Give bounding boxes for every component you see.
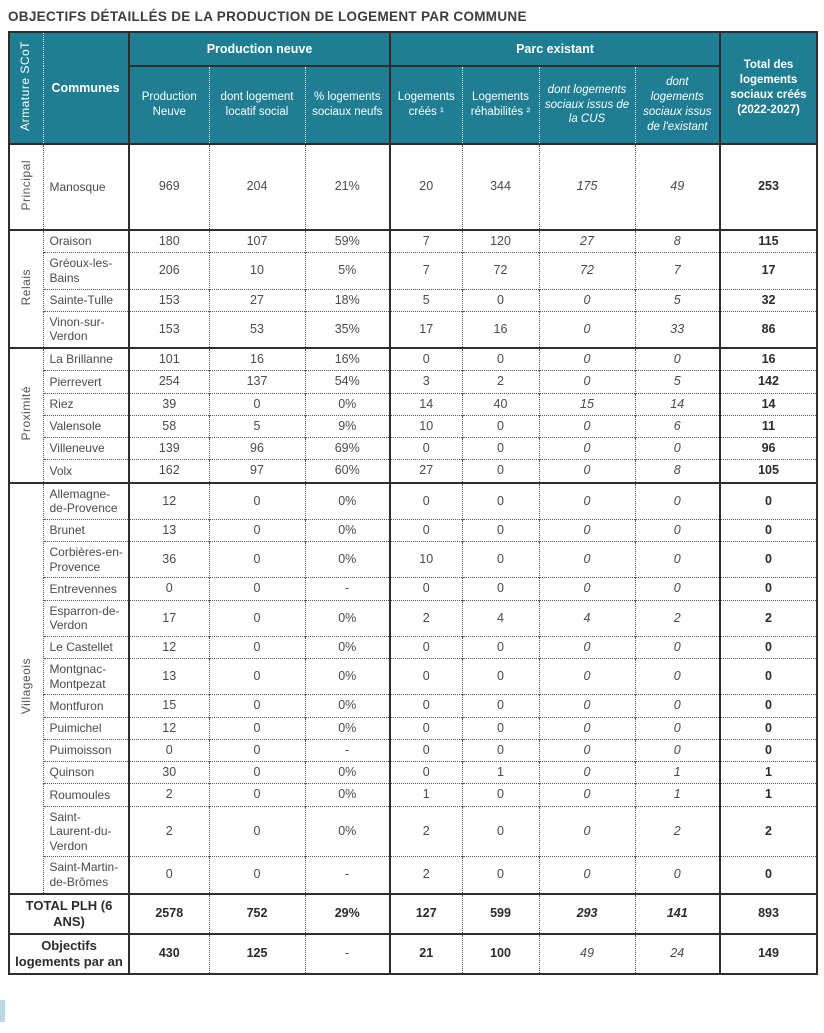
footer-cell-value: 2578	[129, 894, 209, 934]
cell-value: 7	[390, 253, 462, 289]
commune-name: Riez	[43, 393, 129, 415]
table-row	[9, 415, 817, 437]
cell-value: 0%	[305, 784, 390, 806]
cell-value: 204	[209, 144, 305, 230]
commune-name: Oraison	[43, 230, 129, 253]
left-edge-mark	[0, 1000, 5, 1022]
table-row	[9, 230, 817, 253]
table-row	[9, 348, 817, 371]
cell-value: -	[305, 857, 390, 894]
cell-value: 0	[635, 438, 720, 460]
cell-value: 27	[209, 289, 305, 311]
cell-value: 0	[539, 348, 635, 371]
cell-value: 139	[129, 438, 209, 460]
cell-value: 1	[720, 762, 817, 784]
table-row	[9, 483, 817, 520]
cell-value: 16	[209, 348, 305, 371]
cell-value: 0	[462, 289, 539, 311]
cell-value: 0	[390, 483, 462, 520]
cell-value: 8	[635, 460, 720, 483]
footer-row-label: TOTAL PLH (6 ANS)	[9, 894, 129, 934]
commune-name: Esparron-de-Verdon	[43, 600, 129, 636]
cell-value: 0	[539, 717, 635, 739]
cell-value: 14	[720, 393, 817, 415]
cell-value: 13	[129, 519, 209, 541]
cell-value: 0%	[305, 695, 390, 717]
cell-value: 2	[462, 371, 539, 393]
cell-value: 0	[635, 578, 720, 600]
cell-value: 0	[390, 636, 462, 658]
cell-value: 0%	[305, 600, 390, 636]
cell-value: 10	[209, 253, 305, 289]
cell-value: 101	[129, 348, 209, 371]
cell-value: 72	[539, 253, 635, 289]
table-row	[9, 717, 817, 739]
commune-name: Pierrevert	[43, 371, 129, 393]
footer-cell-value: 149	[720, 934, 817, 974]
cell-value: 5	[635, 289, 720, 311]
cell-value: 0	[720, 636, 817, 658]
cell-value: 60%	[305, 460, 390, 483]
cell-value: 0	[720, 659, 817, 695]
cell-value: 35%	[305, 311, 390, 348]
table-row	[9, 253, 817, 289]
cell-value: 2	[390, 600, 462, 636]
armature-scot-header	[9, 32, 43, 144]
cell-value: 0	[635, 542, 720, 578]
cell-value: 0	[635, 636, 720, 658]
table-row	[9, 857, 817, 894]
footer-cell-value: 599	[462, 894, 539, 934]
cell-value: 0	[720, 483, 817, 520]
table-row	[9, 784, 817, 806]
table-row	[9, 371, 817, 393]
commune-name: Entrevennes	[43, 578, 129, 600]
armature-group-label: Proximité	[18, 385, 33, 441]
cell-value: 5	[390, 289, 462, 311]
cell-value: 16	[720, 348, 817, 371]
armature-group-label: Villageois	[18, 657, 33, 715]
cell-value: 0	[539, 695, 635, 717]
cell-value: 0	[462, 348, 539, 371]
cell-value: 1	[635, 762, 720, 784]
cell-value: 2	[390, 806, 462, 857]
col-header-logements-rehabilites: Logements réhabilités ²	[462, 66, 539, 144]
armature-scot-header-text: Armature SCoT	[18, 40, 33, 131]
cell-value: 21%	[305, 144, 390, 230]
footer-cell-value: 752	[209, 894, 305, 934]
cell-value: 0	[539, 659, 635, 695]
cell-value: 97	[209, 460, 305, 483]
cell-value: 0	[462, 739, 539, 761]
table-header	[9, 32, 817, 144]
cell-value: 13	[129, 659, 209, 695]
cell-value: 153	[129, 311, 209, 348]
cell-value: 0	[209, 659, 305, 695]
cell-value: 0	[390, 762, 462, 784]
cell-value: 27	[539, 230, 635, 253]
cell-value: 0	[539, 762, 635, 784]
footer-cell-value: 293	[539, 894, 635, 934]
cell-value: 0	[635, 348, 720, 371]
cell-value: 0%	[305, 519, 390, 541]
table-row	[9, 659, 817, 695]
cell-value: 105	[720, 460, 817, 483]
cell-value: 2	[390, 857, 462, 894]
cell-value: 0	[390, 519, 462, 541]
cell-value: 0%	[305, 542, 390, 578]
cell-value: 1	[390, 784, 462, 806]
cell-value: 12	[129, 483, 209, 520]
cell-value: 120	[462, 230, 539, 253]
cell-value: 0	[209, 857, 305, 894]
objectifs-logement-table	[8, 31, 818, 975]
header-sub-row	[9, 66, 817, 144]
cell-value: 15	[129, 695, 209, 717]
cell-value: 0	[390, 717, 462, 739]
cell-value: 254	[129, 371, 209, 393]
cell-value: 0	[462, 578, 539, 600]
cell-value: 206	[129, 253, 209, 289]
cell-value: 54%	[305, 371, 390, 393]
cell-value: 96	[209, 438, 305, 460]
total-column-header: Total des logements sociaux créés (2022-2027)	[720, 32, 817, 144]
commune-name: Le Castellet	[43, 636, 129, 658]
cell-value: 0	[539, 371, 635, 393]
cell-value: 9%	[305, 415, 390, 437]
production-neuve-group-header: Production neuve	[129, 32, 390, 66]
cell-value: 58	[129, 415, 209, 437]
commune-name: Saint-Laurent-du-Verdon	[43, 806, 129, 857]
cell-value: 0	[720, 717, 817, 739]
cell-value: 0	[635, 717, 720, 739]
commune-name: Vinon-sur-Verdon	[43, 311, 129, 348]
footer-cell-value: -	[305, 934, 390, 974]
armature-group-cell	[9, 230, 43, 348]
cell-value: 86	[720, 311, 817, 348]
cell-value: 0	[462, 438, 539, 460]
cell-value: 0	[539, 415, 635, 437]
cell-value: 0	[539, 483, 635, 520]
cell-value: 2	[635, 600, 720, 636]
cell-value: 0	[209, 806, 305, 857]
cell-value: 27	[390, 460, 462, 483]
cell-value: 0	[462, 542, 539, 578]
cell-value: 153	[129, 289, 209, 311]
cell-value: 4	[462, 600, 539, 636]
cell-value: 16	[462, 311, 539, 348]
cell-value: 0	[539, 289, 635, 311]
cell-value: 0	[390, 348, 462, 371]
cell-value: 0	[209, 739, 305, 761]
armature-group-label: Principal	[18, 159, 33, 211]
cell-value: 59%	[305, 230, 390, 253]
header-group-row	[9, 32, 817, 66]
footer-cell-value: 29%	[305, 894, 390, 934]
commune-name: Sainte-Tulle	[43, 289, 129, 311]
commune-name: La Brillanne	[43, 348, 129, 371]
cell-value: 0	[209, 542, 305, 578]
cell-value: 0	[720, 739, 817, 761]
cell-value: 0%	[305, 717, 390, 739]
footer-cell-value: 49	[539, 934, 635, 974]
commune-name: Villeneuve	[43, 438, 129, 460]
cell-value: 107	[209, 230, 305, 253]
cell-value: 5	[635, 371, 720, 393]
cell-value: 0	[720, 519, 817, 541]
cell-value: 40	[462, 393, 539, 415]
cell-value: 69%	[305, 438, 390, 460]
cell-value: 11	[720, 415, 817, 437]
commune-name: Manosque	[43, 144, 129, 230]
cell-value: 0	[539, 857, 635, 894]
cell-value: 2	[129, 784, 209, 806]
table-row	[9, 289, 817, 311]
cell-value: 20	[390, 144, 462, 230]
cell-value: 5	[209, 415, 305, 437]
table-body	[9, 144, 817, 974]
cell-value: 3	[390, 371, 462, 393]
commune-name: Montfuron	[43, 695, 129, 717]
cell-value: 0	[209, 636, 305, 658]
table-row	[9, 542, 817, 578]
cell-value: 137	[209, 371, 305, 393]
table-row	[9, 578, 817, 600]
commune-name: Roumoules	[43, 784, 129, 806]
cell-value: 12	[129, 636, 209, 658]
cell-value: 39	[129, 393, 209, 415]
objectifs-row	[9, 934, 817, 974]
col-header-sociaux-cus: dont logements sociaux issus de la CUS	[539, 66, 635, 144]
cell-value: 1	[462, 762, 539, 784]
cell-value: 0	[635, 857, 720, 894]
cell-value: 0	[390, 739, 462, 761]
parc-existant-group-header: Parc existant	[390, 32, 720, 66]
commune-name: Puimoisson	[43, 739, 129, 761]
cell-value: 14	[390, 393, 462, 415]
cell-value: 0	[209, 762, 305, 784]
col-header-logements-crees: Logements créés ¹	[390, 66, 462, 144]
cell-value: 0	[462, 784, 539, 806]
armature-group-cell	[9, 483, 43, 894]
commune-name: Montgnac-Montpezat	[43, 659, 129, 695]
commune-name: Valensole	[43, 415, 129, 437]
footer-cell-value: 21	[390, 934, 462, 974]
cell-value: 0	[462, 460, 539, 483]
cell-value: 0	[390, 695, 462, 717]
cell-value: 0	[209, 600, 305, 636]
cell-value: 0	[209, 784, 305, 806]
footer-cell-value: 893	[720, 894, 817, 934]
cell-value: 0	[539, 438, 635, 460]
footer-cell-value: 141	[635, 894, 720, 934]
cell-value: 10	[390, 415, 462, 437]
commune-name: Brunet	[43, 519, 129, 541]
cell-value: 0%	[305, 762, 390, 784]
cell-value: 0	[720, 857, 817, 894]
cell-value: 49	[635, 144, 720, 230]
cell-value: 0	[390, 578, 462, 600]
cell-value: 17	[129, 600, 209, 636]
col-header-dont-locatif-social: dont logement locatif social	[209, 66, 305, 144]
cell-value: 0	[635, 659, 720, 695]
cell-value: 0%	[305, 483, 390, 520]
table-row	[9, 144, 817, 230]
cell-value: 6	[635, 415, 720, 437]
cell-value: 344	[462, 144, 539, 230]
footer-cell-value: 100	[462, 934, 539, 974]
cell-value: 8	[635, 230, 720, 253]
table-row	[9, 695, 817, 717]
cell-value: 7	[390, 230, 462, 253]
cell-value: 1	[720, 784, 817, 806]
table-row	[9, 438, 817, 460]
cell-value: 0	[539, 542, 635, 578]
cell-value: 14	[635, 393, 720, 415]
commune-name: Allemagne-de-Provence	[43, 483, 129, 520]
cell-value: 0	[635, 695, 720, 717]
table-row	[9, 739, 817, 761]
cell-value: 0	[720, 695, 817, 717]
cell-value: 0	[720, 578, 817, 600]
cell-value: 0	[390, 438, 462, 460]
cell-value: 0	[539, 636, 635, 658]
col-header-sociaux-existant: dont logements sociaux issus de l'existant	[635, 66, 720, 144]
cell-value: 30	[129, 762, 209, 784]
cell-value: 0	[462, 857, 539, 894]
cell-value: 2	[720, 806, 817, 857]
cell-value: 10	[390, 542, 462, 578]
cell-value: 5%	[305, 253, 390, 289]
armature-group-cell	[9, 348, 43, 483]
cell-value: 0%	[305, 636, 390, 658]
total-row	[9, 894, 817, 934]
cell-value: 0	[209, 483, 305, 520]
cell-value: 0	[462, 519, 539, 541]
cell-value: 7	[635, 253, 720, 289]
commune-name: Puimichel	[43, 717, 129, 739]
commune-name: Saint-Martin-de-Brômes	[43, 857, 129, 894]
cell-value: 0	[209, 695, 305, 717]
cell-value: 0%	[305, 659, 390, 695]
cell-value: 180	[129, 230, 209, 253]
cell-value: 0	[390, 659, 462, 695]
cell-value: 33	[635, 311, 720, 348]
cell-value: -	[305, 739, 390, 761]
cell-value: 12	[129, 717, 209, 739]
commune-name: Gréoux-les-Bains	[43, 253, 129, 289]
cell-value: 0	[462, 806, 539, 857]
cell-value: 0	[539, 784, 635, 806]
cell-value: 0	[539, 578, 635, 600]
cell-value: 0	[635, 519, 720, 541]
commune-name: Quinson	[43, 762, 129, 784]
armature-group-cell	[9, 144, 43, 230]
cell-value: 0	[462, 415, 539, 437]
cell-value: 0	[462, 717, 539, 739]
cell-value: 1	[635, 784, 720, 806]
cell-value: 0	[209, 717, 305, 739]
cell-value: 4	[539, 600, 635, 636]
cell-value: 0	[539, 806, 635, 857]
cell-value: 175	[539, 144, 635, 230]
cell-value: 16%	[305, 348, 390, 371]
cell-value: 2	[129, 806, 209, 857]
footer-row-label: Objectifs logements par an	[9, 934, 129, 974]
table-row	[9, 311, 817, 348]
cell-value: 0	[209, 393, 305, 415]
cell-value: 0	[462, 695, 539, 717]
cell-value: 0	[635, 739, 720, 761]
commune-name: Corbières-en-Provence	[43, 542, 129, 578]
col-header-production-neuve: Production Neuve	[129, 66, 209, 144]
cell-value: 18%	[305, 289, 390, 311]
cell-value: 253	[720, 144, 817, 230]
footer-cell-value: 127	[390, 894, 462, 934]
cell-value: 0	[129, 857, 209, 894]
cell-value: 0%	[305, 806, 390, 857]
cell-value: 0	[539, 460, 635, 483]
cell-value: 0	[209, 519, 305, 541]
cell-value: 0	[462, 636, 539, 658]
cell-value: -	[305, 578, 390, 600]
cell-value: 969	[129, 144, 209, 230]
table-row	[9, 460, 817, 483]
cell-value: 0	[209, 578, 305, 600]
page-title: OBJECTIFS DÉTAILLÉS DE LA PRODUCTION DE LOGEMENT PAR COMMUNE	[8, 9, 527, 24]
cell-value: 0	[129, 578, 209, 600]
cell-value: 32	[720, 289, 817, 311]
cell-value: 53	[209, 311, 305, 348]
cell-value: 0	[720, 542, 817, 578]
cell-value: 72	[462, 253, 539, 289]
cell-value: 0	[539, 739, 635, 761]
cell-value: 0	[462, 659, 539, 695]
cell-value: 0	[635, 483, 720, 520]
cell-value: 15	[539, 393, 635, 415]
table-row	[9, 600, 817, 636]
table-row	[9, 519, 817, 541]
table-row	[9, 393, 817, 415]
cell-value: 142	[720, 371, 817, 393]
cell-value: 0	[539, 311, 635, 348]
cell-value: 115	[720, 230, 817, 253]
armature-group-label: Relais	[18, 268, 33, 306]
cell-value: 162	[129, 460, 209, 483]
cell-value: 0	[462, 483, 539, 520]
cell-value: 17	[720, 253, 817, 289]
col-header-pct-sociaux-neufs: % logements sociaux neufs	[305, 66, 390, 144]
footer-cell-value: 24	[635, 934, 720, 974]
cell-value: 96	[720, 438, 817, 460]
cell-value: 0%	[305, 393, 390, 415]
cell-value: 0	[539, 519, 635, 541]
communes-header: Communes	[43, 32, 129, 144]
cell-value: 2	[720, 600, 817, 636]
table-row	[9, 806, 817, 857]
cell-value: 17	[390, 311, 462, 348]
footer-cell-value: 125	[209, 934, 305, 974]
cell-value: 2	[635, 806, 720, 857]
table-row	[9, 762, 817, 784]
cell-value: 36	[129, 542, 209, 578]
commune-name: Volx	[43, 460, 129, 483]
cell-value: 0	[129, 739, 209, 761]
table-row	[9, 636, 817, 658]
footer-cell-value: 430	[129, 934, 209, 974]
